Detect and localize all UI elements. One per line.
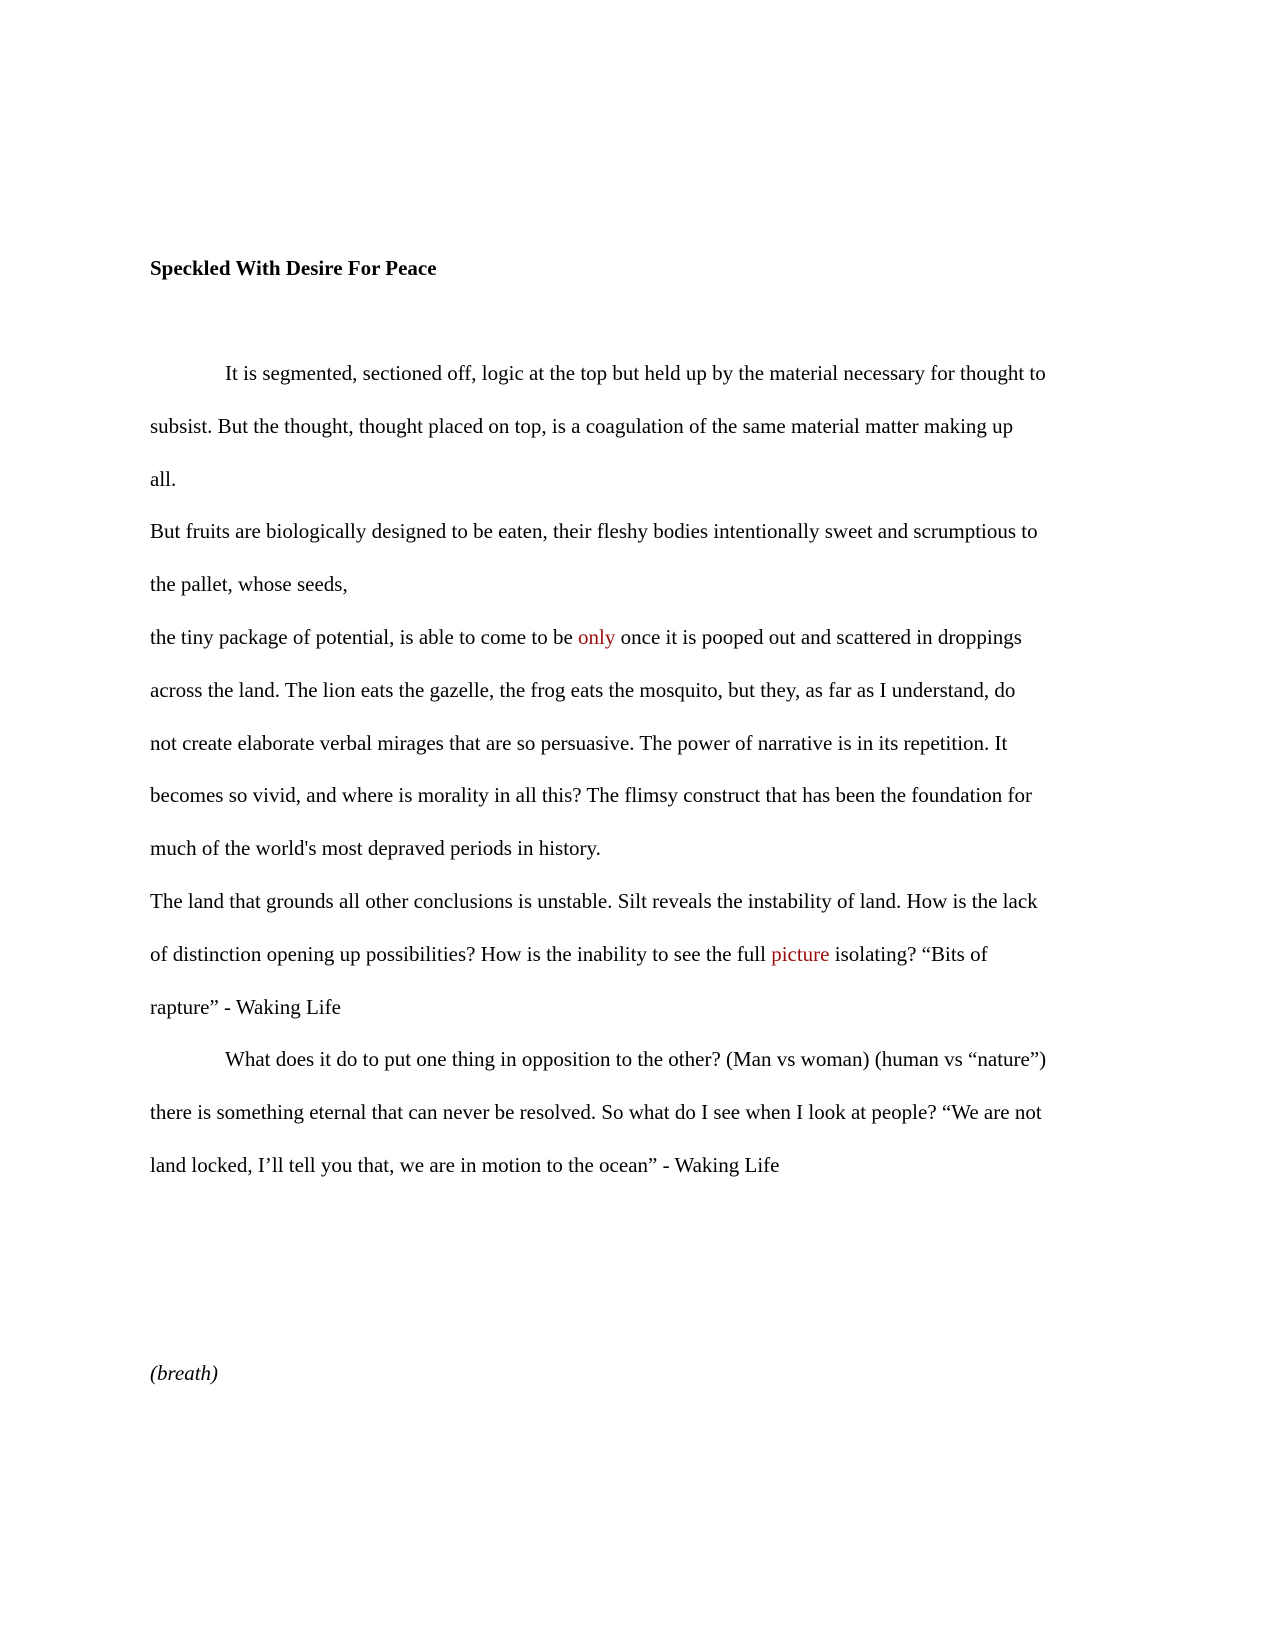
body-text-segment: isolating? “Bits of xyxy=(829,941,988,966)
body-line xyxy=(150,928,1135,981)
body-text-segment: of distinction opening up possibilities? How is the inability to see the full xyxy=(150,941,772,966)
body-text-segment: the tiny package of potential, is able to come to be xyxy=(150,624,579,649)
body-line: becomes so vivid, and where is morality in all this? The flimsy construct that has been the foundation for xyxy=(150,783,1032,808)
body-line xyxy=(150,611,1135,664)
body-text-segment: once it is pooped out and scattered in droppings xyxy=(615,624,1022,649)
document-title: Speckled With Desire For Peace xyxy=(150,256,437,280)
body-line: much of the world's most depraved periods in history. xyxy=(150,836,601,861)
body-line: The land that grounds all other conclusions is unstable. Silt reveals the instability of land. How is the lack xyxy=(150,888,1038,913)
highlighted-word-picture: picture xyxy=(771,941,830,966)
document-body xyxy=(150,347,1135,1192)
highlighted-word-only: only xyxy=(578,624,616,649)
body-line: across the land. The lion eats the gazelle, the frog eats the mosquito, but they, as far as I understand, do xyxy=(150,677,1016,702)
body-line: there is something eternal that can never be resolved. So what do I see when I look at people? “We are not xyxy=(150,1100,1042,1125)
body-line: all. xyxy=(150,466,177,491)
body-line: subsist. But the thought, thought placed on top, is a coagulation of the same material matter making up xyxy=(150,413,1014,438)
body-line: It is segmented, sectioned off, logic at the top but held up by the material necessary for thought to xyxy=(225,361,1046,385)
body-line: What does it do to put one thing in opposition to the other? (Man vs woman) (human vs “nature”) xyxy=(225,1047,1047,1072)
body-line: land locked, I’ll tell you that, we are in motion to the ocean” - Waking Life xyxy=(150,1152,780,1177)
body-line: But fruits are biologically designed to be eaten, their fleshy bodies intentionally sweet and scrumptious to xyxy=(150,519,1038,544)
body-line: not create elaborate verbal mirages that are so persuasive. The power of narrative is in its repetition. It xyxy=(150,730,1008,755)
body-line: rapture” - Waking Life xyxy=(150,994,341,1019)
body-line: the pallet, whose seeds, xyxy=(150,572,348,597)
footer-note: (breath) xyxy=(150,1361,219,1385)
